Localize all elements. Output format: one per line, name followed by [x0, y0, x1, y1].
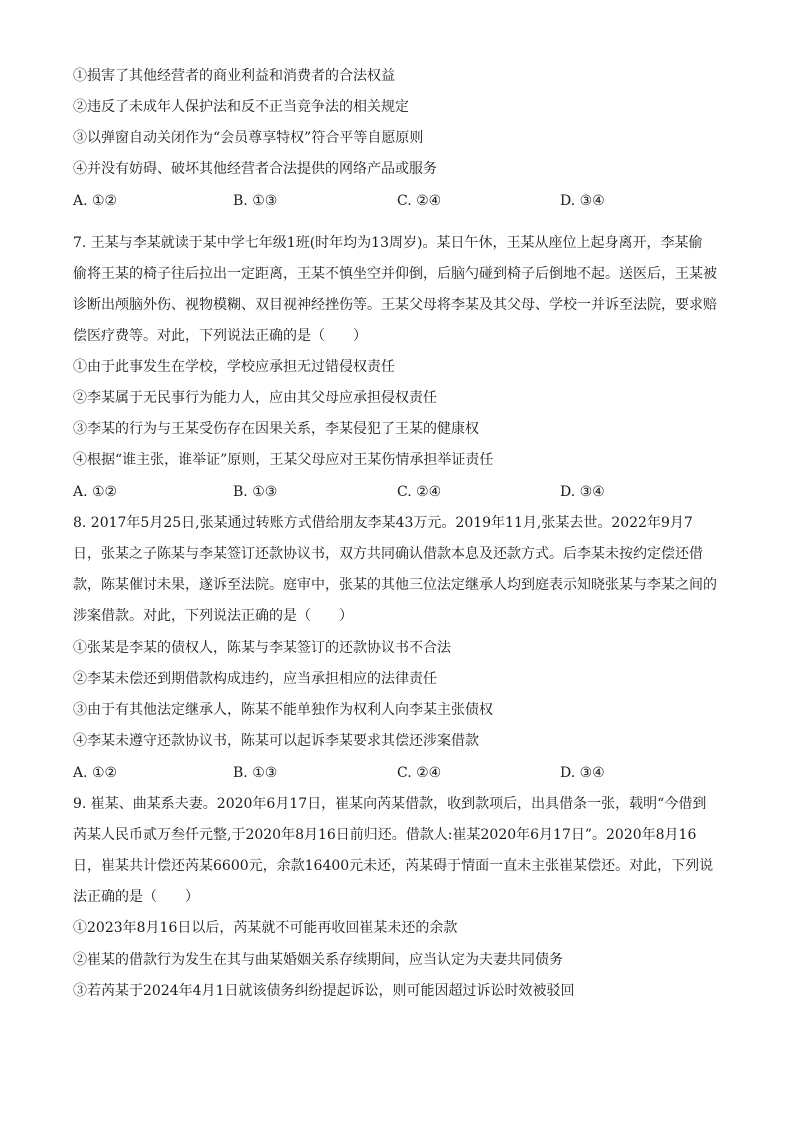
- q7-item-4: ④根据“谁主张，谁举证”原则，王某父母应对王某伤情承担举证责任: [73, 452, 494, 468]
- q6-option-b: B. ①③: [233, 193, 278, 209]
- q6-item-1: ①损害了其他经营者的商业利益和消费者的合法权益: [73, 68, 395, 84]
- q7-stem-line-1: 7. 王某与李某就读于某中学七年级1班(时年均为13周岁)。某日午休，王某从座位上起身离开，李某偷: [73, 235, 703, 251]
- q9-stem-line-3: 日，崔某共计偿还芮某6600元，余款16400元未还，芮某碍于情面一直未主张崔某偿还。对此，下列说: [73, 858, 714, 874]
- q9-stem-line-2: 芮某人民币贰万叁仟元整,于2020年8月16日前归还。借款人:崔某2020年6月17日”。2020年8月16: [73, 827, 697, 843]
- q9-item-3: ③若芮某于2024年4月1日就该债务纠纷提起诉讼，则可能因超过诉讼时效被驳回: [73, 983, 575, 999]
- q6-item-3: ③以弹窗自动关闭作为“会员尊享特权”符合平等自愿原则: [73, 130, 424, 146]
- q8-item-2: ②李某未偿还到期借款构成违约，应当承担相应的法律责任: [73, 671, 437, 687]
- q8-item-1: ①张某是李某的债权人，陈某与李某签订的还款协议书不合法: [73, 640, 451, 656]
- q6-options: [73, 191, 723, 211]
- q8-stem-line-4: 涉案借款。对此，下列说法正确的是（ ）: [73, 608, 353, 624]
- q9-item-1: ①2023年8月16日以后，芮某就不可能再收回崔某未还的余款: [73, 920, 458, 936]
- q6-item-4: ④并没有妨碍、破坏其他经营者合法提供的网络产品或服务: [73, 161, 437, 177]
- q7-option-d: D. ③④: [560, 484, 605, 500]
- q8-option-a: A. ①②: [73, 765, 118, 781]
- q8-options: [73, 763, 723, 783]
- q7-item-2: ②李某属于无民事行为能力人，应由其父母应承担侵权责任: [73, 390, 437, 406]
- q7-stem-line-4: 偿医疗费等。对此，下列说法正确的是（ ）: [73, 328, 367, 344]
- q6-option-d: D. ③④: [560, 193, 605, 209]
- q8-stem-line-2: 日，张某之子陈某与李某签订还款协议书，双方共同确认借款本息及还款方式。后李某未按约定偿还借: [73, 546, 703, 562]
- q8-item-3: ③由于有其他法定继承人，陈某不能单独作为权利人向李某主张债权: [73, 702, 493, 718]
- q8-item-4: ④李某未遵守还款协议书，陈某可以起诉李某要求其偿还涉案借款: [73, 733, 479, 749]
- q7-stem-line-2: 偷将王某的椅子往后拉出一定距离，王某不慎坐空并仰倒，后脑勺碰到椅子后倒地不起。送医后，王某被: [73, 266, 717, 282]
- q7-stem-line-3: 诊断出颅脑外伤、视物模糊、双目视神经挫伤等。王某父母将李某及其父母、学校一并诉至法院，要求赔: [73, 297, 717, 313]
- q8-option-d: D. ③④: [560, 765, 605, 781]
- q7-options: [73, 482, 723, 502]
- q8-option-b: B. ①③: [233, 765, 278, 781]
- q7-option-a: A. ①②: [73, 484, 118, 500]
- q7-item-1: ①由于此事发生在学校，学校应承担无过错侵权责任: [73, 359, 395, 375]
- q6-item-2: ②违反了未成年人保护法和反不正当竞争法的相关规定: [73, 99, 409, 115]
- q8-stem-line-1: 8. 2017年5月25日,张某通过转账方式借给朋友李某43万元。2019年11月,张某去世。2022年9月7: [73, 515, 693, 531]
- q7-option-b: B. ①③: [233, 484, 278, 500]
- q9-item-2: ②崔某的借款行为发生在其与曲某婚姻关系存续期间，应当认定为夫妻共同债务: [73, 952, 563, 968]
- q9-stem-line-4: 法正确的是（ ）: [73, 889, 199, 905]
- q9-stem-line-1: 9. 崔某、曲某系夫妻。2020年6月17日，崔某向芮某借款，收到款项后，出具借条一张，载明“今借到: [73, 796, 707, 812]
- q7-item-3: ③李某的行为与王某受伤存在因果关系，李某侵犯了王某的健康权: [73, 421, 479, 437]
- q7-option-c: C. ②④: [397, 484, 442, 500]
- q8-stem-line-3: 款，陈某催讨未果，遂诉至法院。庭审中，张某的其他三位法定继承人均到庭表示知晓张某与李某之间的: [73, 577, 717, 593]
- q8-option-c: C. ②④: [397, 765, 442, 781]
- q6-option-a: A. ①②: [73, 193, 118, 209]
- q6-option-c: C. ②④: [397, 193, 442, 209]
